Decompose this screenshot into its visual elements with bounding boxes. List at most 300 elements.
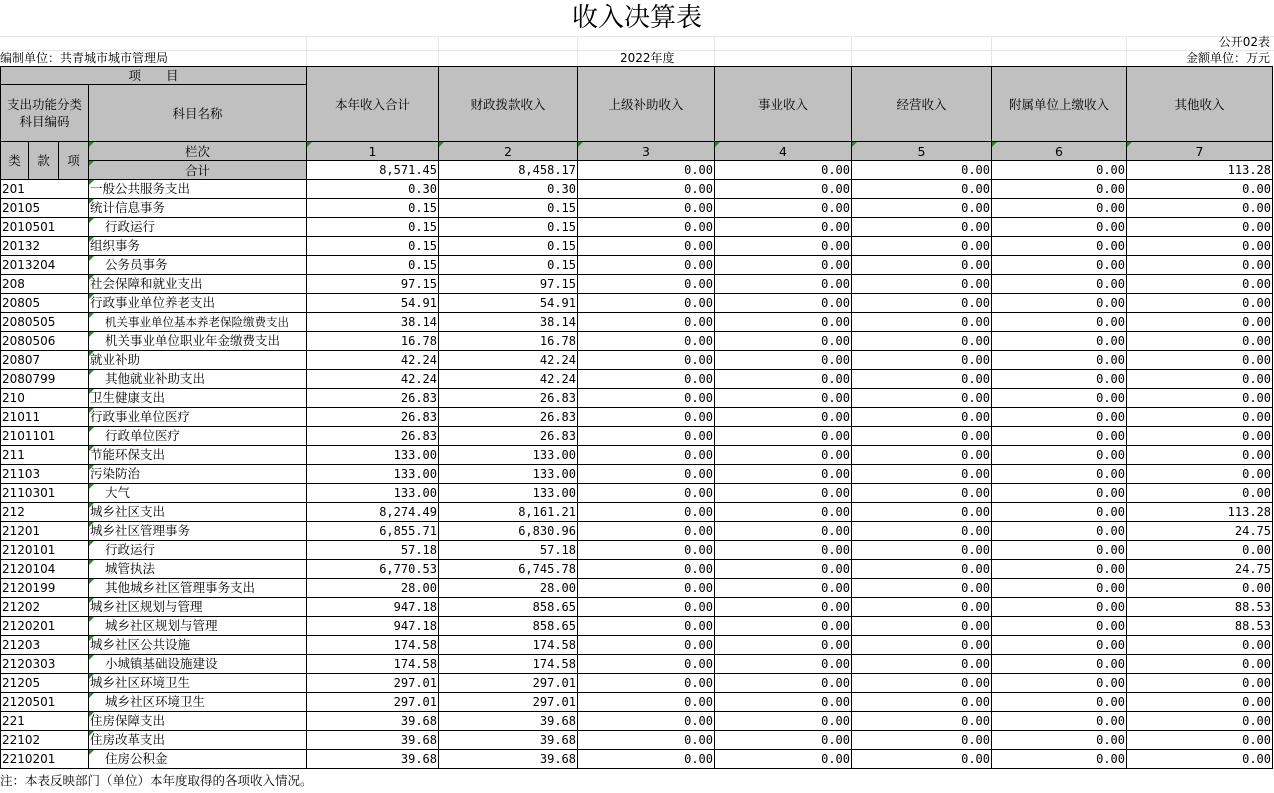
total-label: 合计 [89,161,307,180]
amount-cell: 0.00 [992,370,1127,389]
amount-cell: 0.00 [992,237,1127,256]
amount-cell: 0.00 [992,674,1127,693]
amount-cell: 174.58 [439,636,578,655]
amount-cell: 0.00 [1127,541,1273,560]
amount-cell: 0.00 [578,199,715,218]
table-row [1,731,1273,750]
amount-cell: 57.18 [307,541,439,560]
amount-cell: 0.00 [852,579,992,598]
amount-cell: 0.00 [852,541,992,560]
subject-name: 小城镇基础设施建设 [89,655,307,674]
subject-name: 住房改革支出 [89,731,307,750]
amount-cell: 26.83 [307,427,439,446]
col-header-6: 附属单位上缴收入 [992,67,1127,142]
total-value: 0.00 [992,161,1127,180]
func-code: 21202 [1,598,89,617]
amount-cell: 0.00 [715,560,852,579]
amount-cell: 0.00 [715,218,852,237]
amount-cell: 0.00 [715,655,852,674]
amount-cell: 0.00 [852,465,992,484]
total-value: 0.00 [852,161,992,180]
amount-cell: 0.00 [992,351,1127,370]
amount-cell: 174.58 [307,636,439,655]
amount-cell: 0.00 [992,199,1127,218]
total-value: 0.00 [715,161,852,180]
amount-cell: 0.00 [715,294,852,313]
amount-cell: 0.00 [715,237,852,256]
table-row [1,598,1273,617]
amount-cell: 0.00 [1127,427,1273,446]
amount-cell: 0.00 [578,351,715,370]
amount-cell: 0.00 [715,617,852,636]
amount-cell: 0.00 [992,636,1127,655]
amount-cell: 54.91 [307,294,439,313]
table-row [1,370,1273,389]
subject-name: 大气 [89,484,307,503]
amount-cell: 0.00 [992,313,1127,332]
amount-cell: 0.00 [715,389,852,408]
amount-cell: 0.00 [852,560,992,579]
amount-cell: 0.00 [992,180,1127,199]
amount-cell: 0.00 [1127,180,1273,199]
amount-cell: 0.00 [578,427,715,446]
amount-cell: 0.15 [439,237,578,256]
subject-name: 公务员事务 [89,256,307,275]
amount-cell: 0.00 [1127,256,1273,275]
col-num-7: 7 [1127,142,1273,161]
col-header-1: 本年收入合计 [307,67,439,142]
amount-cell: 113.28 [1127,503,1273,522]
amount-cell: 38.14 [307,313,439,332]
amount-cell: 947.18 [307,598,439,617]
amount-cell: 0.00 [852,503,992,522]
func-code: 22102 [1,731,89,750]
func-code: 20105 [1,199,89,218]
amount-cell: 0.00 [715,408,852,427]
amount-cell: 0.00 [715,522,852,541]
col-num-6: 6 [992,142,1127,161]
total-value: 8,571.45 [307,161,439,180]
amount-cell: 0.00 [992,465,1127,484]
amount-cell: 0.00 [578,655,715,674]
col-num-1: 1 [307,142,439,161]
amount-cell: 0.00 [992,522,1127,541]
amount-cell: 0.00 [1127,370,1273,389]
col-header-7: 其他收入 [1127,67,1273,142]
table-row [1,636,1273,655]
amount-cell: 0.00 [578,750,715,769]
amount-cell: 174.58 [439,655,578,674]
total-row [1,161,1273,180]
project-header: 项 目 [1,67,307,85]
amount-cell: 0.00 [852,522,992,541]
subject-name: 就业补助 [89,351,307,370]
amount-cell: 0.00 [852,256,992,275]
amount-cell: 0.00 [578,465,715,484]
func-code: 2080505 [1,313,89,332]
amount-cell: 0.00 [852,351,992,370]
subject-name: 社会保障和就业支出 [89,275,307,294]
subject-name: 其他城乡社区管理事务支出 [89,579,307,598]
table-row [1,484,1273,503]
amount-cell: 0.00 [715,465,852,484]
amount-cell: 0.00 [715,199,852,218]
amount-cell: 54.91 [439,294,578,313]
amount-cell: 6,770.53 [307,560,439,579]
amount-cell: 0.00 [715,427,852,446]
subject-name: 行政单位医疗 [89,427,307,446]
amount-cell: 88.53 [1127,598,1273,617]
total-value: 113.28 [1127,161,1273,180]
amount-cell: 0.00 [715,503,852,522]
subject-name: 城乡社区规划与管理 [89,617,307,636]
func-code: 2120201 [1,617,89,636]
amount-cell: 0.00 [1127,655,1273,674]
amount-cell: 0.15 [439,256,578,275]
amount-cell: 0.00 [1127,294,1273,313]
table-row [1,560,1273,579]
table-note: 注：本表反映部门（单位）本年度取得的各项收入情况。 [0,773,313,788]
table-row [1,408,1273,427]
amount-cell: 0.00 [992,294,1127,313]
subject-name: 其他就业补助支出 [89,370,307,389]
table-row [1,655,1273,674]
amount-cell: 97.15 [307,275,439,294]
func-code: 2210201 [1,750,89,769]
amount-cell: 0.00 [578,446,715,465]
table-row [1,237,1273,256]
table-row [1,218,1273,237]
amount-cell: 0.00 [578,370,715,389]
col-header-2: 财政拨款收入 [439,67,578,142]
amount-cell: 0.00 [1127,199,1273,218]
amount-cell: 0.00 [578,313,715,332]
amount-cell: 57.18 [439,541,578,560]
col-header-3: 上级补助收入 [578,67,715,142]
amount-cell: 0.00 [578,275,715,294]
amount-cell: 0.00 [578,712,715,731]
amount-cell: 39.68 [307,731,439,750]
func-code: 2110301 [1,484,89,503]
amount-cell: 0.00 [992,560,1127,579]
col-num-2: 2 [439,142,578,161]
subject-name: 行政运行 [89,541,307,560]
amount-cell: 0.00 [852,313,992,332]
amount-cell: 0.00 [1127,693,1273,712]
amount-cell: 0.00 [992,750,1127,769]
amount-cell: 0.00 [1127,389,1273,408]
amount-cell: 39.68 [439,712,578,731]
func-code: 21011 [1,408,89,427]
amount-cell: 0.00 [852,332,992,351]
amount-cell: 0.00 [578,408,715,427]
amount-cell: 0.00 [992,256,1127,275]
amount-cell: 88.53 [1127,617,1273,636]
func-code: 2010501 [1,218,89,237]
amount-cell: 8,161.21 [439,503,578,522]
amount-cell: 0.00 [852,408,992,427]
amount-cell: 0.00 [715,579,852,598]
amount-cell: 0.00 [578,674,715,693]
amount-cell: 0.00 [992,712,1127,731]
table-row [1,294,1273,313]
amount-cell: 0.00 [715,541,852,560]
amount-cell: 0.00 [992,503,1127,522]
col-header-4: 事业收入 [715,67,852,142]
amount-cell: 0.30 [439,180,578,199]
amount-cell: 858.65 [439,598,578,617]
amount-cell: 28.00 [439,579,578,598]
amount-cell: 0.00 [578,503,715,522]
amount-cell: 0.00 [992,693,1127,712]
func-code: 208 [1,275,89,294]
table-row [1,313,1273,332]
amount-cell: 0.00 [1127,465,1273,484]
amount-cell: 0.00 [1127,275,1273,294]
amount-cell: 0.00 [1127,408,1273,427]
amount-cell: 0.00 [715,636,852,655]
func-code: 2013204 [1,256,89,275]
table-row [1,465,1273,484]
lanci-label: 栏次 [89,142,307,161]
amount-cell: 0.00 [1127,750,1273,769]
amount-cell: 0.00 [852,370,992,389]
amount-cell: 0.00 [992,617,1127,636]
subject-name: 城乡社区规划与管理 [89,598,307,617]
func-code: 201 [1,180,89,199]
table-row [1,427,1273,446]
amount-cell: 0.00 [992,655,1127,674]
amount-cell: 0.00 [715,598,852,617]
subject-name: 卫生健康支出 [89,389,307,408]
amount-cell: 0.00 [992,598,1127,617]
income-table [0,66,1273,769]
amount-cell: 0.00 [1127,351,1273,370]
func-code-header: 支出功能分类科目编码 [1,85,89,142]
amount-cell: 0.00 [852,294,992,313]
amount-cell: 0.00 [578,541,715,560]
amount-cell: 0.00 [715,712,852,731]
amount-cell: 0.00 [715,351,852,370]
func-code: 2120101 [1,541,89,560]
subject-name: 组织事务 [89,237,307,256]
total-value: 8,458.17 [439,161,578,180]
amount-cell: 0.00 [1127,579,1273,598]
subject-name: 一般公共服务支出 [89,180,307,199]
amount-cell: 0.15 [307,199,439,218]
amount-cell: 0.00 [578,180,715,199]
table-row [1,522,1273,541]
report-title: 收入决算表 [571,3,702,33]
col-header-5: 经营收入 [852,67,992,142]
func-code: 21205 [1,674,89,693]
amount-cell: 0.00 [1127,636,1273,655]
amount-cell: 8,274.49 [307,503,439,522]
subject-name: 住房公积金 [89,750,307,769]
table-row [1,180,1273,199]
fiscal-year: 2022年度 [620,51,675,65]
subject-name: 行政事业单位医疗 [89,408,307,427]
amount-cell: 0.00 [992,484,1127,503]
amount-cell: 0.00 [852,427,992,446]
amount-cell: 0.00 [715,446,852,465]
amount-cell: 0.00 [578,636,715,655]
amount-cell: 0.00 [992,731,1127,750]
table-row [1,579,1273,598]
subject-name: 城管执法 [89,560,307,579]
amount-cell: 0.00 [852,731,992,750]
amount-cell: 26.83 [307,389,439,408]
table-row [1,332,1273,351]
amount-cell: 0.00 [992,275,1127,294]
subject-name: 行政运行 [89,218,307,237]
amount-cell: 0.00 [1127,237,1273,256]
subject-name-header: 科目名称 [89,85,307,142]
amount-cell: 0.00 [852,389,992,408]
subject-name: 行政事业单位养老支出 [89,294,307,313]
amount-cell: 0.00 [578,484,715,503]
amount-cell: 0.00 [992,332,1127,351]
subject-name: 统计信息事务 [89,199,307,218]
amount-cell: 26.83 [307,408,439,427]
func-code: 211 [1,446,89,465]
amount-cell: 0.00 [852,484,992,503]
amount-cell: 297.01 [307,693,439,712]
lei-header: 类 [1,142,29,180]
amount-cell: 133.00 [439,446,578,465]
subject-name: 住房保障支出 [89,712,307,731]
amount-cell: 39.68 [439,731,578,750]
amount-cell: 0.00 [852,712,992,731]
func-code: 2080799 [1,370,89,389]
subject-name: 城乡社区环境卫生 [89,674,307,693]
func-code: 20807 [1,351,89,370]
amount-cell: 38.14 [439,313,578,332]
amount-cell: 0.00 [852,693,992,712]
amount-cell: 174.58 [307,655,439,674]
amount-cell: 0.00 [715,484,852,503]
amount-cell: 24.75 [1127,560,1273,579]
amount-cell: 6,830.96 [439,522,578,541]
func-code: 2101101 [1,427,89,446]
amount-cell: 0.00 [992,427,1127,446]
amount-cell: 42.24 [307,370,439,389]
table-row [1,446,1273,465]
subject-name: 机关事业单位基本养老保险缴费支出 [89,313,307,332]
amount-cell: 26.83 [439,389,578,408]
amount-cell: 6,855.71 [307,522,439,541]
amount-cell: 0.00 [715,313,852,332]
amount-cell: 0.00 [578,522,715,541]
amount-cell: 0.00 [852,617,992,636]
amount-cell: 0.00 [1127,446,1273,465]
amount-cell: 0.00 [852,237,992,256]
amount-cell: 28.00 [307,579,439,598]
amount-cell: 0.00 [852,218,992,237]
amount-unit: 金额单位：万元 [1185,51,1270,65]
amount-cell: 0.00 [852,674,992,693]
table-row [1,275,1273,294]
amount-cell: 0.00 [578,332,715,351]
amount-cell: 16.78 [439,332,578,351]
func-code: 212 [1,503,89,522]
table-row [1,750,1273,769]
amount-cell: 0.00 [715,750,852,769]
table-row [1,693,1273,712]
org-name: 编制单位：共青城市城市管理局 [0,51,169,65]
amount-cell: 0.00 [715,370,852,389]
func-code: 21203 [1,636,89,655]
amount-cell: 0.00 [852,180,992,199]
amount-cell: 0.15 [307,256,439,275]
amount-cell: 6,745.78 [439,560,578,579]
col-num-5: 5 [852,142,992,161]
amount-cell: 42.24 [307,351,439,370]
subject-name: 城乡社区管理事务 [89,522,307,541]
amount-cell: 0.00 [578,560,715,579]
amount-cell: 0.00 [852,275,992,294]
subject-name: 污染防治 [89,465,307,484]
table-row [1,389,1273,408]
amount-cell: 133.00 [439,465,578,484]
amount-cell: 0.00 [715,674,852,693]
amount-cell: 16.78 [307,332,439,351]
amount-cell: 0.30 [307,180,439,199]
amount-cell: 0.00 [852,199,992,218]
table-row [1,674,1273,693]
amount-cell: 0.00 [992,579,1127,598]
amount-cell: 0.00 [852,750,992,769]
amount-cell: 297.01 [439,693,578,712]
func-code: 20805 [1,294,89,313]
amount-cell: 0.15 [439,199,578,218]
amount-cell: 0.00 [578,294,715,313]
table-row [1,541,1273,560]
amount-cell: 0.00 [1127,674,1273,693]
amount-cell: 0.00 [715,180,852,199]
amount-cell: 42.24 [439,370,578,389]
func-code: 2120501 [1,693,89,712]
func-code: 2120104 [1,560,89,579]
subject-name: 节能环保支出 [89,446,307,465]
amount-cell: 39.68 [439,750,578,769]
amount-cell: 0.00 [715,693,852,712]
total-value: 0.00 [578,161,715,180]
func-code: 221 [1,712,89,731]
func-code: 21103 [1,465,89,484]
amount-cell: 133.00 [307,465,439,484]
amount-cell: 24.75 [1127,522,1273,541]
func-code: 2120199 [1,579,89,598]
amount-cell: 0.00 [992,389,1127,408]
func-code: 2120303 [1,655,89,674]
amount-cell: 0.00 [715,332,852,351]
amount-cell: 0.15 [307,237,439,256]
amount-cell: 0.00 [852,446,992,465]
table-row [1,351,1273,370]
subject-name: 城乡社区支出 [89,503,307,522]
func-code: 2080506 [1,332,89,351]
amount-cell: 0.15 [307,218,439,237]
amount-cell: 39.68 [307,750,439,769]
amount-cell: 0.15 [439,218,578,237]
func-code: 20132 [1,237,89,256]
amount-cell: 0.00 [578,731,715,750]
amount-cell: 0.00 [992,408,1127,427]
table-row [1,503,1273,522]
amount-cell: 0.00 [578,389,715,408]
amount-cell: 26.83 [439,408,578,427]
